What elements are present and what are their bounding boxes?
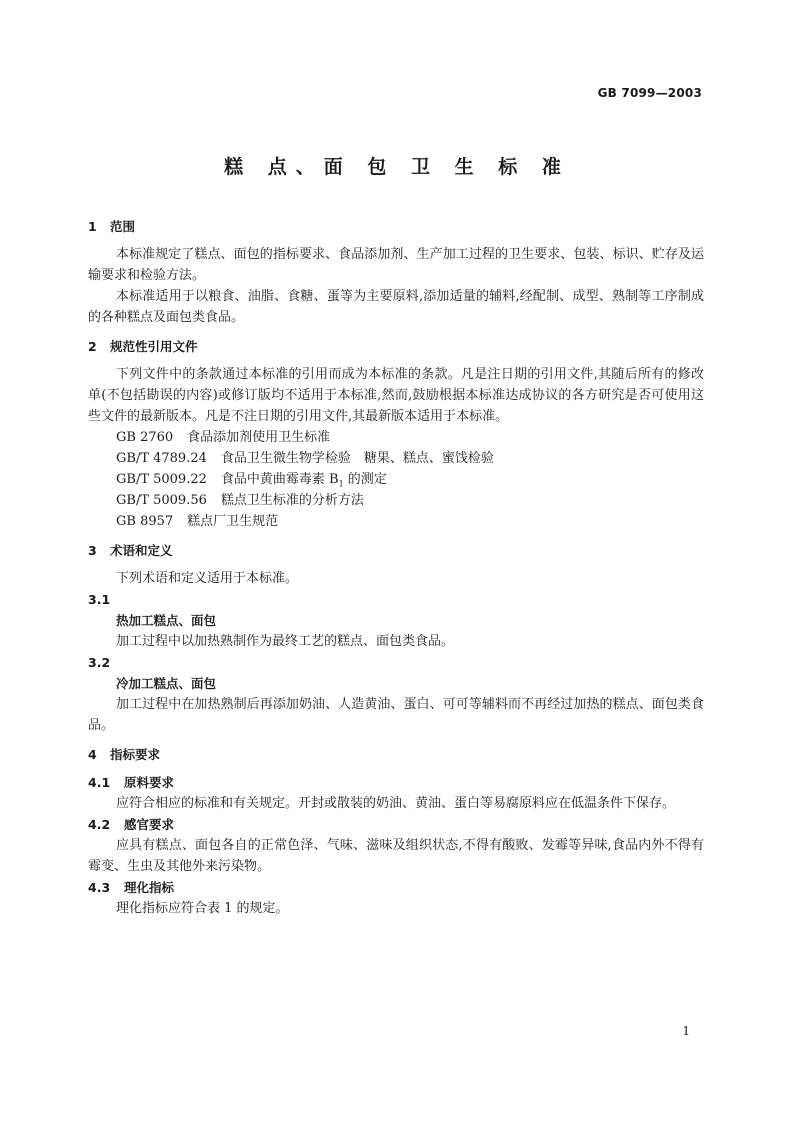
subsection-number: 4.3 <box>88 880 111 895</box>
section-2-heading <box>88 336 704 358</box>
paragraph: 下列文件中的条款通过本标准的引用而成为本标准的条款。凡是注日期的引用文件,其随后所有的修改单(不包括勘误的内容)或修订版均不适用于本标准,然而,鼓励根据本标准达成协议的各方研究是否可使用这些文件的最新版本。凡是不注日期的引用文件,其最新版本适用于本标准。 <box>88 367 704 424</box>
reference-subscript: 1 <box>338 479 344 489</box>
section-number: 4 <box>88 747 97 762</box>
subsection-number: 4.2 <box>88 817 111 832</box>
reference-title-tail: 的测定 <box>343 472 387 487</box>
section-3-heading <box>88 540 704 562</box>
document-title: 糕 点、面 包 卫 生 标 准 <box>224 156 570 178</box>
reference-code: GB 8957 <box>116 514 174 529</box>
section-title: 术语和定义 <box>110 543 173 558</box>
reference-item <box>88 448 704 469</box>
reference-title: 食品中黄曲霉毒素 B <box>220 472 339 487</box>
reference-code: GB 2760 <box>116 430 174 445</box>
reference-item <box>88 469 704 490</box>
paragraph: 下列术语和定义适用于本标准。 <box>116 571 299 586</box>
section-number: 2 <box>88 339 97 354</box>
reference-item <box>88 427 704 448</box>
term-definition: 加工过程中在加热熟制后再添加奶油、人造黄油、蛋白、可可等辅料而不再经过加热的糕点、面包类食品。 <box>88 697 704 733</box>
section-title: 范围 <box>110 219 136 234</box>
section-title: 规范性引用文件 <box>110 339 198 354</box>
section-4-heading <box>88 744 704 766</box>
term-number: 3.1 <box>88 592 111 607</box>
paragraph: 应符合相应的标准和有关规定。开封或散装的奶油、黄油、蛋白等易腐原料应在低温条件下保存。 <box>116 796 676 811</box>
subsection-title: 原料要求 <box>124 775 175 790</box>
paragraph: 应具有糕点、面包各自的正常色泽、气味、滋味及组织状态,不得有酸败、发霉等异味,食品内外不得有霉变、生虫及其他外来污染物。 <box>88 838 704 874</box>
section-1-heading <box>88 216 704 238</box>
reference-title: 糕点厂卫生规范 <box>187 514 279 529</box>
reference-code: GB/T 4789.24 <box>116 451 207 466</box>
subsection-number: 4.1 <box>88 775 111 790</box>
subsection-4-2-heading <box>88 814 704 835</box>
paragraph: 本标准规定了糕点、面包的指标要求、食品添加剂、生产加工过程的卫生要求、包装、标识、贮存及运输要求和检验方法。 <box>88 247 704 283</box>
standard-code: GB 7099—2003 <box>597 86 702 100</box>
reference-code: GB/T 5009.22 <box>116 472 207 487</box>
term-definition: 加工过程中以加热熟制作为最终工艺的糕点、面包类食品。 <box>116 634 455 649</box>
term-name: 冷加工糕点、面包 <box>116 676 217 691</box>
reference-code: GB/T 5009.56 <box>116 493 207 508</box>
reference-item <box>88 490 704 511</box>
reference-title: 食品添加剂使用卫生标准 <box>187 430 331 445</box>
subsection-title: 感官要求 <box>124 817 175 832</box>
section-number: 1 <box>88 219 97 234</box>
reference-title: 糕点卫生标准的分析方法 <box>220 493 364 508</box>
paragraph: 理化指标应符合表 1 的规定。 <box>116 901 289 916</box>
subsection-4-1-heading <box>88 772 704 793</box>
section-number: 3 <box>88 543 97 558</box>
document-body <box>88 216 704 919</box>
subsection-4-3-heading <box>88 877 704 898</box>
reference-title: 食品卫生微生物学检验 糖果、糕点、蜜饯检验 <box>220 451 494 466</box>
subsection-title: 理化指标 <box>124 880 175 895</box>
term-number: 3.2 <box>88 655 111 670</box>
paragraph: 本标准适用于以粮食、油脂、食糖、蛋等为主要原料,添加适量的辅料,经配制、成型、熟制等工序制成的各种糕点及面包类食品。 <box>88 289 704 325</box>
term-name: 热加工糕点、面包 <box>116 613 217 628</box>
page-number: 1 <box>682 1024 690 1038</box>
reference-item <box>88 511 704 532</box>
section-title: 指标要求 <box>110 747 161 762</box>
